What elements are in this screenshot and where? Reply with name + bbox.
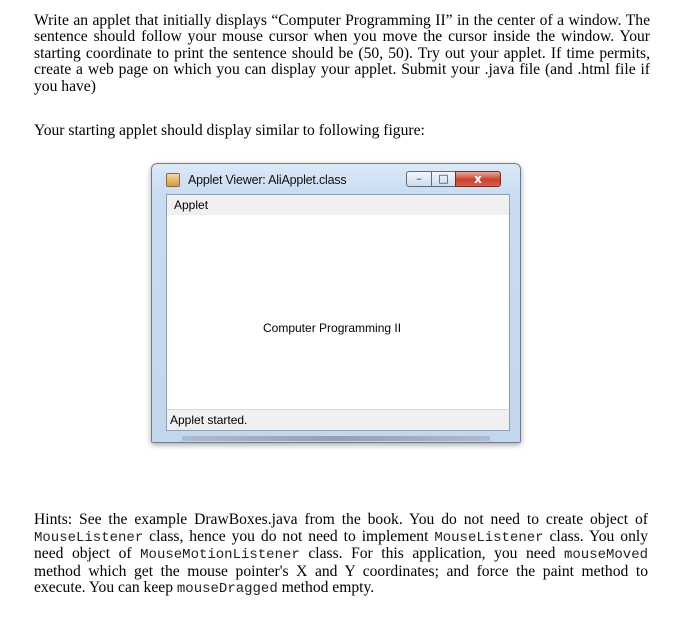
applet-center-text: Computer Programming II <box>263 321 402 335</box>
close-icon: x <box>474 172 482 186</box>
code-mousedragged: mouseDragged <box>176 581 278 598</box>
menu-applet[interactable]: Applet <box>174 198 209 212</box>
window-title: Applet Viewer: AliApplet.class <box>188 173 347 187</box>
hints-text-5: method which get the mouse pointer's X and Y coordinates; and force the paint method to execute. You can keep <box>34 562 648 597</box>
java-app-icon <box>166 173 180 187</box>
minimize-icon: – <box>416 172 422 185</box>
applet-viewer-window <box>151 163 521 443</box>
applet-canvas[interactable] <box>167 215 509 410</box>
maximize-icon: □ <box>438 172 449 185</box>
figure-intro: Your starting applet should display similar to following figure: <box>34 122 425 139</box>
hints-text-3: class. You only need object of <box>34 527 649 563</box>
hints-text-4: class. For this application, you need <box>299 545 564 563</box>
code-mouselistener-1: MouseListener <box>34 529 144 546</box>
applet-client-area <box>166 194 510 431</box>
hints-text-6: method empty. <box>277 579 375 597</box>
window-bottom-edge <box>182 436 490 441</box>
hints-paragraph <box>34 512 648 598</box>
close-button[interactable] <box>455 171 501 187</box>
code-mouselistener-2: MouseListener <box>434 529 544 546</box>
status-bar <box>167 409 509 430</box>
assignment-paragraph: Write an applet that initially displays “Computer Programming II” in the center of a window. The sentence should follow your mouse cursor when you move the cursor inside the window. Your starting coordinate to print the sentence should be (50, 50). Try out your applet. If time permits, create a web page on which you can display your applet. Submit your .java file (and .html file if you have) <box>34 12 650 95</box>
maximize-button[interactable] <box>431 171 456 187</box>
menu-bar <box>167 195 509 216</box>
hints-text-1: Hints: See the example DrawBoxes.java from the book. You do not need to create object of <box>34 511 648 528</box>
code-mousemotionlistener: MouseMotionListener <box>140 547 300 564</box>
status-text: Applet started. <box>170 413 248 427</box>
hints-text-2: class, hence you do not need to implement <box>143 527 435 545</box>
minimize-button[interactable] <box>406 171 432 187</box>
code-mousemoved: mouseMoved <box>563 547 648 564</box>
title-bar[interactable] <box>152 164 520 190</box>
